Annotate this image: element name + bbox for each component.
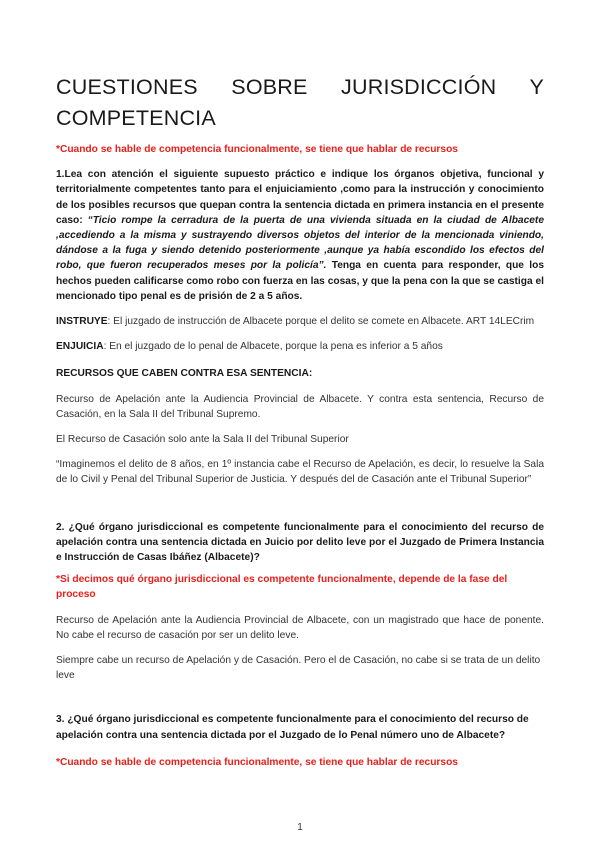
note-competencia-top: *Cuando se hable de competencia funcionalmente, se tiene que hablar de recursos: [56, 144, 458, 155]
question-1-case: “Ticio rompe la cerradura de la puerta de una vivienda situada en la ciudad de Albacete ,accediendo a la misma y sustrayendo diversos objetos del interior de la mencionada viniendo, dándose a la fuga y siendo detenido posteriormente ,aunque ya había escondido los efectos del robo, que fueron recuperados meses por la policía”.: [56, 214, 544, 272]
note-fase-proceso: *Si decimos qué órgano jurisdiccional es competente funcionalmente, depende de la fase del proceso: [56, 574, 508, 601]
answer-2-paragraph-2: Siempre cabe un recurso de Apelación y de Casación. Pero el de Casación, no cabe si se trata de un delito leve: [56, 655, 541, 682]
enjuicia-text: : En el juzgado de lo penal de Albacete, porque la pena es inferior a 5 años: [103, 341, 443, 353]
answer-2-paragraph-1: Recurso de Apelación ante la Audiencia Provincial de Albacete, con un magistrado que hace de ponente. No cabe el recurso de casación por ser un delito leve.: [56, 614, 544, 641]
question-3: 3. ¿Qué órgano jurisdiccional es competente funcionalmente para el conocimiento del recurso de apelación contra una sentencia dictada por el Juzgado de lo Penal número uno de Albacete?: [56, 714, 529, 741]
page-content: [56, 72, 544, 770]
question-1: [56, 167, 544, 304]
page-title: CUESTIONES SOBRE JURISDICCIÓN Y COMPETENCIA: [56, 75, 544, 130]
enjuicia-label: ENJUICIA: [56, 341, 104, 353]
page-number: 1: [297, 822, 303, 833]
enjuicia-paragraph: [56, 339, 544, 354]
instruye-label: INSTRUYE: [56, 316, 108, 328]
recursos-paragraph-2: El Recurso de Casación solo ante la Sala II del Tribunal Superior: [56, 434, 349, 446]
recursos-heading: RECURSOS QUE CABEN CONTRA ESA SENTENCIA:: [56, 368, 313, 380]
question-1-tail: Tenga en cuenta para responder, que los hechos pueden calificarse como robo con fuerza en las cosas, y que la pena con la que se castiga el mencionado tipo penal es de prisión de 2 a 5 años.: [56, 260, 544, 302]
question-1-intro: 1.Lea con atención el siguiente supuesto práctico e indique los órganos objetiva, funcional y territorialmente competentes tanto para el enjuiciamiento ,como para la instrucción y conocimiento de los posibles recursos que quepan contra la sentencia dictada en primera instancia en el presente caso:: [56, 169, 544, 226]
note-competencia-bottom: *Cuando se hable de competencia funcionalmente, se tiene que hablar de recursos: [56, 756, 458, 768]
instruye-text: : El juzgado de instrucción de Albacete porque el delito se comete en Albacete. ART 14LECrim: [107, 316, 535, 328]
recursos-paragraph-1: Recurso de Apelación ante la Audiencia Provincial de Albacete. Y contra esta sentencia, Recurso de Casación, en la Sala II del Tribunal Supremo.: [56, 393, 544, 420]
instruye-paragraph: [56, 314, 544, 329]
question-2: 2. ¿Qué órgano jurisdiccional es competente funcionalmente para el conocimiento del recurso de apelación contra una sentencia dictada en Juicio por delito leve por el Juzgado de Primera Instancia e Instrucción de Casas Ibáñez (Albacete)?: [56, 521, 544, 564]
recursos-paragraph-3: “Imaginemos el delito de 8 años, en 1º instancia cabe el Recurso de Apelación, es decir, lo resuelve la Sala de lo Civil y Penal del Tribunal Superior de Justicia. Y después del de Casación ante el Tribunal Superior”: [56, 459, 544, 486]
